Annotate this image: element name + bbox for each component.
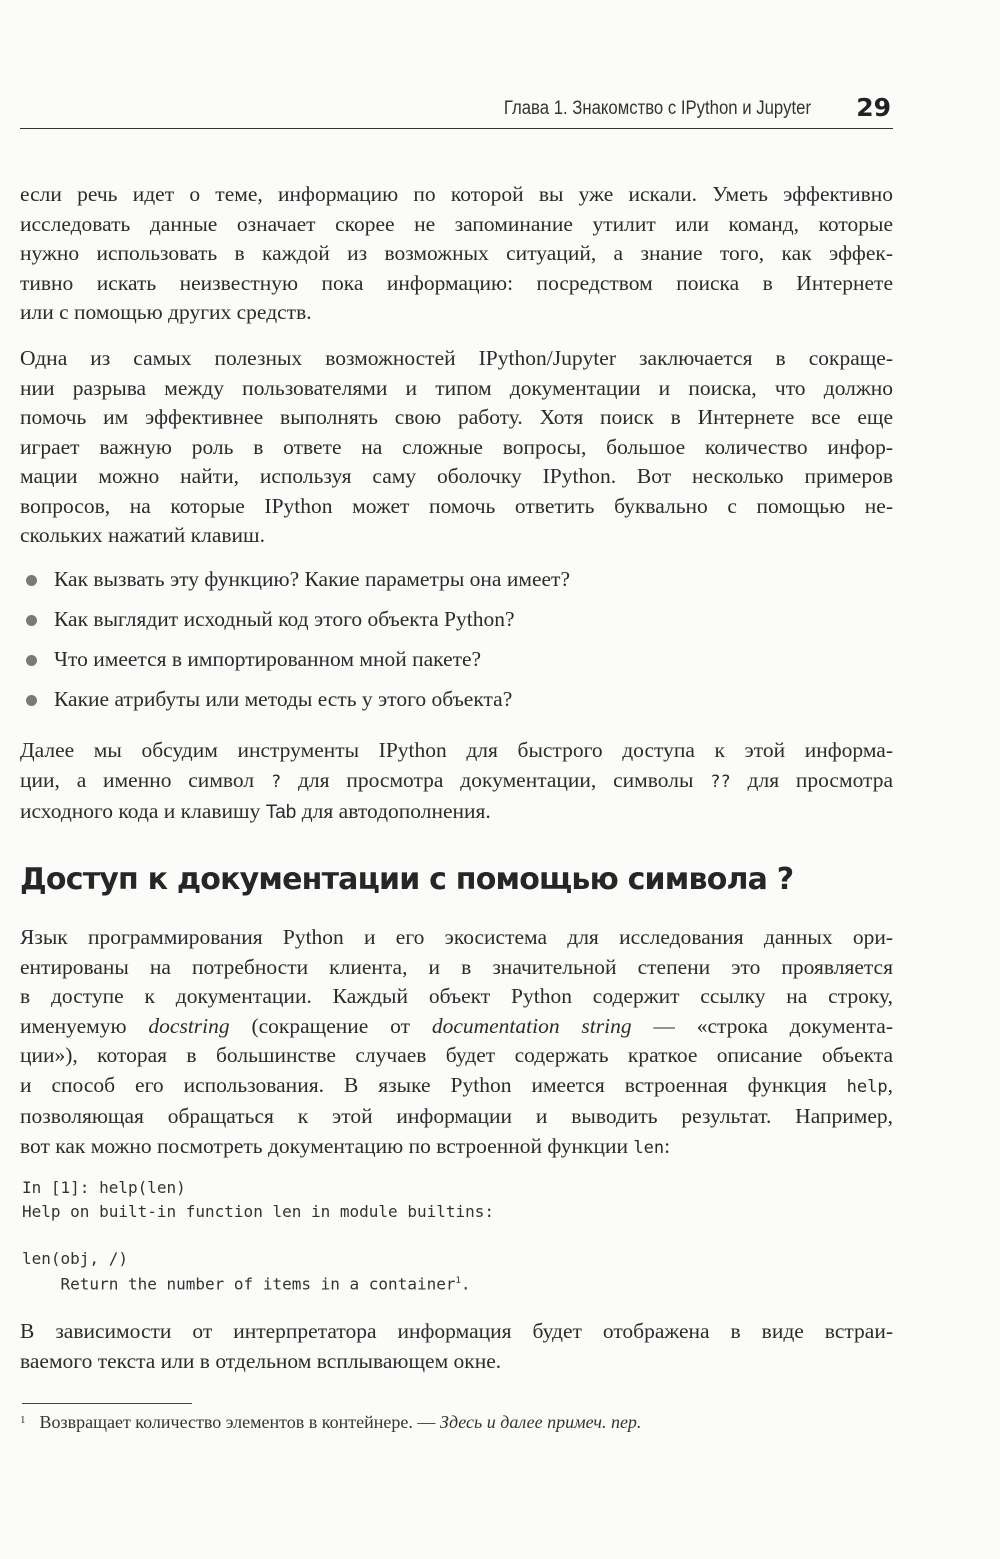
bullet-icon: [26, 575, 37, 586]
paragraph-1: [20, 180, 893, 328]
question-list: [20, 565, 893, 725]
footnote-mark: 1: [20, 1414, 26, 1426]
text-run: ,: [887, 1072, 893, 1097]
footnote-divider: [22, 1403, 192, 1404]
code-line: Help on built-in function len in module builtins:: [22, 1201, 495, 1221]
text-run: именуемую: [20, 1013, 149, 1038]
list-item: [20, 685, 893, 725]
text-run: ции, а именно символ: [20, 767, 271, 792]
footnote: [20, 1412, 893, 1433]
code-line: len(obj, /): [22, 1248, 128, 1268]
text-run: вот как можно посмотреть документацию по встроенной функции: [20, 1133, 634, 1158]
paragraph-line: помочь им эффективнее выполнять свою работу. Хотя поиск в Интернете все еще: [20, 405, 893, 429]
paragraph-line: [20, 1071, 893, 1103]
italic-term: docstring: [148, 1013, 230, 1038]
bullet-icon: [26, 615, 37, 626]
footnote-ref: 1: [455, 1276, 461, 1286]
paragraph-line: мации можно найти, используя саму оболочку IPython. Вот несколько примеров: [20, 464, 893, 488]
code-line-end: .: [460, 1274, 471, 1294]
paragraph-2: [20, 344, 893, 551]
footnote-text: Возвращает количество элементов в контейнере. —: [39, 1412, 440, 1432]
inline-code: help: [846, 1076, 888, 1097]
tab-key-label: Tab: [265, 802, 297, 823]
inline-code: ??: [710, 771, 731, 792]
list-item: [20, 605, 893, 645]
text-run: для автодополнения.: [296, 799, 491, 823]
paragraph-line: играет важную роль в ответе на сложные вопросы, большое количество инфор-: [20, 434, 893, 459]
list-item: [20, 565, 893, 605]
paragraph-line: нужно использовать в каждой из возможных ситуаций, а знание того, как эффек-: [20, 241, 893, 265]
paragraph-line: в доступе к документации. Каждый объект Python содержит ссылку на строку,: [20, 984, 893, 1008]
code-line: Return the number of items in a container: [22, 1274, 456, 1294]
inline-code: ?: [270, 771, 282, 792]
paragraph-line: ваемого текста или в отдельном всплывающем окне.: [20, 1348, 502, 1373]
section-heading: Доступ к документации с помощью символа ?: [20, 862, 794, 897]
paragraph-line: Язык программирования Python и его экосистема для исследования данных ори-: [20, 925, 893, 949]
paragraph-line: исследовать данные означает скорее не запоминание утилит или команд, которые: [20, 211, 893, 236]
inline-code: len: [633, 1137, 665, 1158]
paragraph-line: ентированы на потребности клиента, и в значительной степени это проявляется: [20, 954, 893, 979]
italic-term: documentation string: [431, 1013, 632, 1038]
text-run: для просмотра документации, символы: [281, 767, 711, 792]
paragraph-line: нии разрыва между пользователями и типом документации и поиска, что должно: [20, 375, 893, 400]
text-run: и способ его использования. В языке Python имеется встроенная функция: [20, 1072, 847, 1097]
paragraph-line: [20, 797, 893, 828]
footnote-italic: Здесь и далее примеч. пер.: [439, 1412, 642, 1432]
chapter-title: Глава 1. Знакомство с IPython и Jupyter: [503, 98, 811, 119]
paragraph-line: В зависимости от интерпретатора информация будет отображена в виде встраи-: [20, 1319, 893, 1343]
paragraph-line: [20, 766, 893, 798]
paragraph-line: тивно искать неизвестную пока информацию: посредством поиска в Интернете: [20, 270, 893, 295]
list-item-text: Как выглядит исходный код этого объекта Python?: [54, 607, 515, 631]
text-run: (сокращение от: [229, 1013, 432, 1038]
paragraph-line: ции»), которая в большинстве случаев будет содержать краткое описание объекта: [20, 1043, 893, 1067]
code-line: In [1]: help(len): [22, 1178, 186, 1197]
page-number: 29: [856, 93, 891, 122]
paragraph-line: [20, 1012, 893, 1042]
text-run: — «строка документа-: [631, 1013, 893, 1038]
paragraph-line: Одна из самых полезных возможностей IPython/Jupyter заключается в сокраще-: [20, 346, 893, 370]
running-header: [20, 92, 893, 129]
text-run: исходного кода и клавишу: [20, 799, 266, 823]
list-item-text: Какие атрибуты или методы есть у этого объекта?: [54, 687, 513, 711]
paragraph-4: [20, 923, 893, 1163]
list-item-text: Что имеется в импортированном мной пакете?: [54, 647, 482, 671]
paragraph-5: [20, 1317, 893, 1376]
paragraph-line: Далее мы обсудим инструменты IPython для быстрого доступа к этой информа-: [20, 738, 893, 762]
bullet-icon: [26, 655, 37, 666]
paragraph-line: если речь идет о теме, информацию по которой вы уже искали. Уметь эффективно: [20, 182, 893, 206]
text-run: :: [664, 1133, 671, 1158]
text-run: для просмотра: [730, 767, 893, 792]
paragraph-line: или с помощью других средств.: [20, 300, 312, 324]
paragraph-line: вопросов, на которые IPython может помочь ответить буквально с помощью не-: [20, 493, 893, 518]
list-item-text: Как вызвать эту функцию? Какие параметры она имеет?: [54, 567, 570, 591]
paragraph-line: позволяющая обращаться к этой информации и выводить результат. Например,: [20, 1104, 893, 1128]
code-block: [22, 1176, 494, 1296]
bullet-icon: [26, 695, 37, 706]
paragraph-line: скольких нажатий клавиш.: [20, 523, 265, 547]
list-item: [20, 645, 893, 685]
paragraph-3: [20, 736, 893, 828]
paragraph-line: [20, 1132, 893, 1164]
